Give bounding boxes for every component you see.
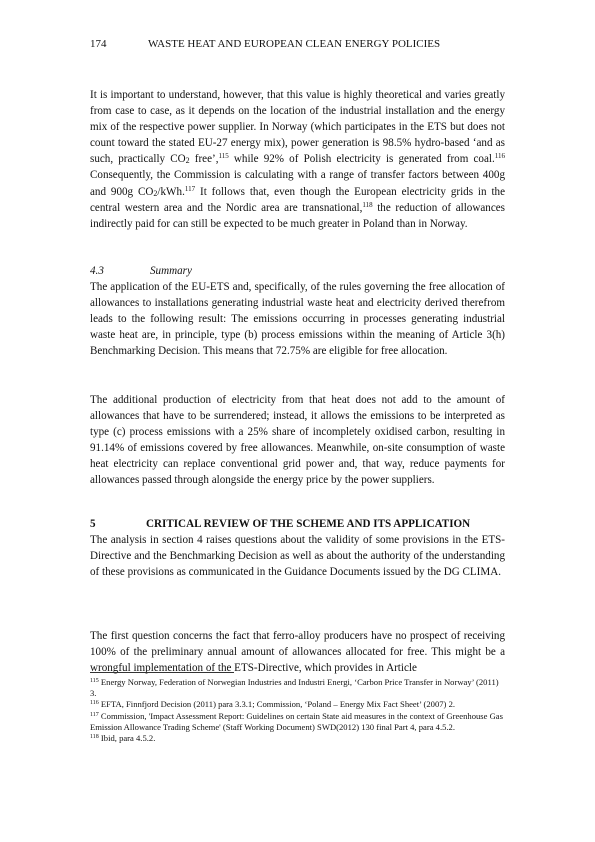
section-number: 4.3	[90, 265, 104, 277]
footnote-ref-118[interactable]: 118	[362, 200, 373, 209]
running-title: WASTE HEAT AND EUROPEAN CLEAN ENERGY POLICIES	[148, 38, 441, 50]
text-run: /kWh.	[157, 185, 185, 198]
text-run: It is important to understand, however, that this value is highly theoretical and varies greatly from case to case, as it depends on the location of the industrial installation and the energy mix of the respective power supplier. In Norway (which participates in the ETS but does not count toward the stated EU-27 energy mix), power generation is 98.5% hydro-based ‘and as such, practically CO	[90, 89, 505, 166]
paragraph-critical-review-2	[90, 628, 505, 676]
paragraph-text: The analysis in section 4 raises questions about the validity of some provisions in the ETS-Directive and the Benchmarking Decision as well as about the authority of the understanding of these provisions as communicated in the Guidance Documents issued by the DG CLIMA.	[90, 534, 505, 579]
text-run: the reduction of allowances indirectly paid for can still be expected to be much greater in Poland than in Norway.	[90, 201, 505, 230]
footnote-number: 118	[90, 734, 99, 741]
footnote-ref-115[interactable]: 115	[218, 152, 229, 161]
paragraph-text: The additional production of electricity from that heat does not add to the amount of allowances that have to be surrendered; instead, it allows the emissions to be interpreted as type (c) process emissions with a 25% share of incompletely oxidised carbon, resulting in 91.14% of emissions covered by free allowances. Meanwhile, on-site consumption of waste heat electricity can replace conventional grid power and, that way, reduce payments for allowances passed through alongside the energy price by the power suppliers.	[90, 394, 505, 487]
footnote-text: Ibid, para 4.5.2.	[98, 733, 156, 744]
footnote-text: Energy Norway, Federation of Norwegian Industries and Industri Energi, ‘Carbon Price Transfer in Norway’ (2011) 3.	[90, 677, 499, 699]
section-title: CRITICAL REVIEW OF THE SCHEME AND ITS APPLICATION	[146, 518, 471, 530]
page-number: 174	[90, 38, 107, 50]
section-heading-4-3	[90, 263, 505, 279]
text-run: It follows that, even though the European electricity grids in the central western area and the Nordic area are transnational,	[90, 185, 505, 214]
footnote-ref-116[interactable]: 116	[494, 152, 505, 161]
paragraph-critical-review-1	[90, 532, 505, 580]
subscript: 2	[153, 188, 158, 198]
footnotes	[90, 677, 505, 744]
footnote-text: Commission, 'Impact Assessment Report: Guidelines on certain State aid measures in the context of Greenhouse Gas Emission Allowance Trading Scheme' (Staff Working Document) SWD(2012) 130 final Part 4, para 4.5.2.	[90, 710, 503, 732]
running-header	[90, 38, 510, 51]
text-run: free’,	[189, 153, 219, 166]
footnote-separator	[90, 672, 234, 673]
footnote-number: 115	[90, 678, 99, 684]
paragraph-summary-1	[90, 279, 505, 359]
footnote-117	[90, 711, 505, 733]
paragraph-transfer-factors	[90, 87, 505, 232]
section-heading-5	[90, 516, 505, 532]
footnote-118	[90, 733, 505, 744]
paragraph-summary-2	[90, 392, 505, 489]
footnote-number: 117	[90, 711, 99, 718]
footnote-116	[90, 699, 505, 710]
paragraph-text: The application of the EU-ETS and, specifically, of the rules governing the free allocation of allowances to installations generating industrial waste heat and electricity derived therefrom leads to the following result: The emissions occurring in processes generating industrial waste heat are, in principle, type (b) process emissions within the meaning of Article 3(h) Benchmarking Decision. This means that 72.75% are eligible for free allocation.	[90, 281, 505, 358]
footnote-ref-117[interactable]: 117	[184, 184, 196, 193]
footnote-115	[90, 677, 505, 699]
subscript: 2	[185, 156, 190, 166]
text-run: while 92% of Polish electricity is generated from coal.	[228, 153, 495, 166]
section-number: 5	[90, 518, 96, 530]
section-title: Summary	[150, 265, 192, 277]
text-run: Consequently, the Commission is calculating with a range of transfer factors between 400g and 900g CO	[90, 169, 505, 198]
paragraph-text: The first question concerns the fact that ferro-alloy producers have no prospect of receiving 100% of the preliminary annual amount of allowances allocated for free. This might be a wrongful implementation of the ETS-Directive, which provides in Article	[90, 630, 505, 675]
footnote-text: EFTA, Finnfjord Decision (2011) para 3.3.1; Commission, ‘Poland – Energy Mix Fact Sheet’ (2007) 2.	[98, 699, 456, 710]
footnote-number: 116	[90, 700, 99, 707]
